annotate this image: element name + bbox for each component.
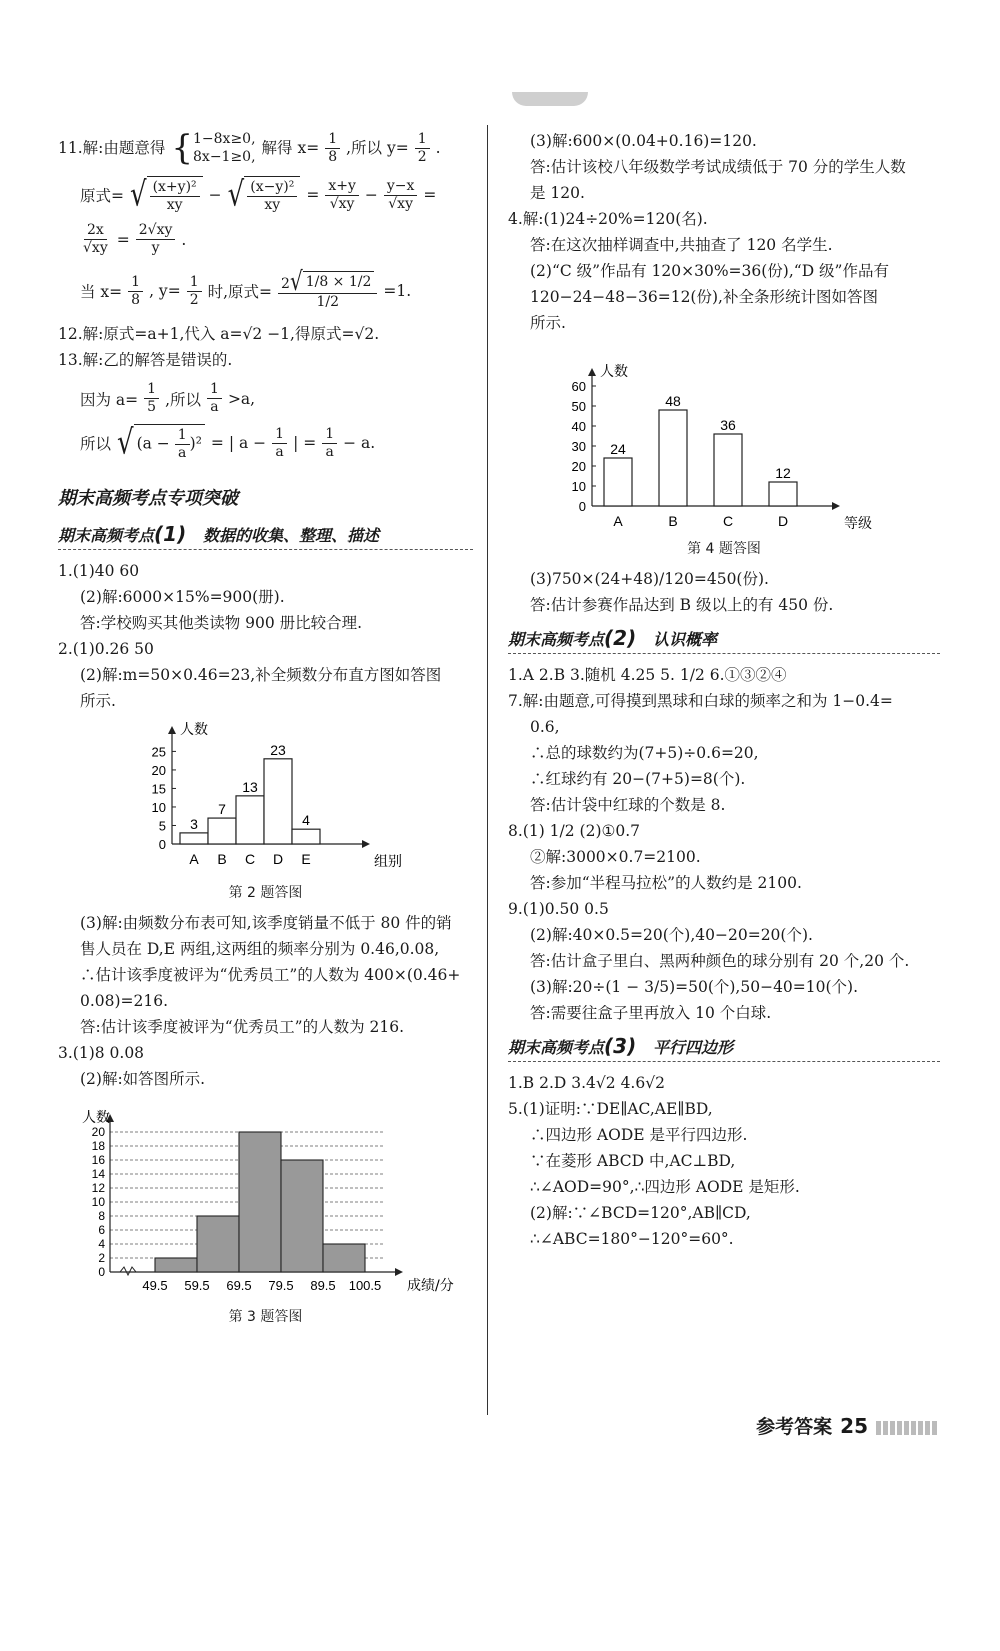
y-tick-label: 12 bbox=[91, 1181, 105, 1195]
bar bbox=[714, 434, 742, 506]
y-tick-label: 8 bbox=[98, 1209, 105, 1223]
right-lines-d bbox=[508, 1070, 940, 1252]
y-tick-label: 60 bbox=[571, 379, 586, 394]
text-line: (3)解:20÷(1 − 3/5)=50(个),50−40=10(个). bbox=[530, 978, 859, 996]
q13-line3: 所以 √ (a − $\frac{1}{a}$ )² = | a − $\frac{1}{a}$ | = $\frac{1}{a}$ − a. bbox=[80, 423, 376, 463]
y-tick-label: 15 bbox=[151, 781, 166, 797]
category-label: D bbox=[777, 513, 789, 529]
section-title: 期末高频考点专项突破 bbox=[58, 488, 238, 509]
bar bbox=[769, 482, 797, 506]
bar bbox=[659, 410, 687, 506]
bin-edge-label: 69.5 bbox=[226, 1278, 252, 1293]
q3-histogram-chart bbox=[58, 1094, 468, 1304]
topic-1-name: 数据的收集、整理、描述 bbox=[202, 526, 379, 545]
text-line: ∴总的球数约为(7+5)÷0.6=20, bbox=[530, 744, 759, 762]
text-line: ∴四边形 AODE 是平行四边形. bbox=[530, 1126, 748, 1144]
x-axis-label: 组别 bbox=[374, 854, 402, 870]
text-line: 答:估计袋中红球的个数是 8. bbox=[530, 796, 726, 814]
data-label: 7 bbox=[218, 801, 226, 818]
y-axis-label: 人数 bbox=[600, 364, 628, 380]
topic-3-name: 平行四边形 bbox=[652, 1038, 733, 1057]
y-axis-label: 人数 bbox=[82, 1110, 110, 1126]
bin-edge-label: 79.5 bbox=[268, 1278, 294, 1293]
text-line: 答:需要往盒子里再放入 10 个白球. bbox=[530, 1004, 772, 1022]
text-line: ∴估计该季度被评为“优秀员工”的人数为 400×(0.46+ bbox=[80, 966, 461, 984]
right-lines-c bbox=[508, 662, 940, 1026]
y-tick-label: 20 bbox=[151, 762, 166, 778]
y-tick-label: 18 bbox=[91, 1139, 105, 1153]
text-line: 所示. bbox=[80, 692, 116, 710]
text-line: 答:在这次抽样调查中,共抽查了 120 名学生. bbox=[530, 236, 833, 254]
y-tick-label: 0 bbox=[98, 1265, 105, 1279]
bar bbox=[180, 833, 208, 844]
text-line: 8.(1) 1/2 (2)①0.7 bbox=[508, 822, 641, 840]
text-line: 3.(1)8 0.08 bbox=[58, 1044, 145, 1062]
left-column bbox=[58, 128, 473, 1326]
text-line: 答:估计该季度被评为“优秀员工”的人数为 216. bbox=[80, 1018, 405, 1036]
q11-block bbox=[58, 128, 473, 311]
text-line: (3)750×(24+48)/120=450(份). bbox=[530, 570, 769, 588]
text-line: 2.(1)0.26 50 bbox=[58, 640, 154, 658]
x-axis-arrow bbox=[362, 840, 370, 848]
x-axis-arrow bbox=[832, 502, 840, 510]
topic-1-num: (1) bbox=[154, 522, 187, 546]
histogram-bar bbox=[323, 1244, 365, 1272]
data-label: 23 bbox=[270, 741, 286, 758]
bar bbox=[264, 759, 292, 844]
y-tick-label: 20 bbox=[91, 1125, 105, 1139]
y-tick-label: 30 bbox=[571, 439, 586, 454]
data-label: 36 bbox=[720, 417, 736, 433]
histogram-bar bbox=[155, 1258, 197, 1272]
q11-line3: $\frac{2x}{√xy}$ = $\frac{2√xy}{y}$ . bbox=[83, 222, 187, 256]
y-tick-label: 6 bbox=[98, 1223, 105, 1237]
category-label: C bbox=[244, 851, 256, 867]
y-tick-label: 0 bbox=[158, 837, 166, 852]
text-line: ∴∠AOD=90°,∴四边形 AODE 是矩形. bbox=[530, 1178, 800, 1196]
right-column bbox=[508, 128, 940, 1252]
text-line: 1.A 2.B 3.随机 4.25 5. 1/2 6.①③②④ bbox=[508, 666, 787, 684]
data-label: 12 bbox=[775, 465, 791, 481]
category-label: E bbox=[301, 851, 311, 867]
topic-3-heading bbox=[508, 1034, 940, 1062]
text-line: ∴红球约有 20−(7+5)=8(个). bbox=[530, 770, 746, 788]
topic-3-num: (3) bbox=[604, 1034, 637, 1058]
left-lines-a bbox=[58, 558, 473, 714]
y-tick-label: 16 bbox=[91, 1153, 105, 1167]
text-line: (2)解:m=50×0.46=23,补全频数分布直方图如答图 bbox=[80, 666, 442, 684]
q13-block bbox=[58, 347, 473, 462]
text-line: (2)解:∵∠BCD=120°,AB∥CD, bbox=[530, 1204, 751, 1222]
category-label: B bbox=[668, 513, 678, 529]
topic-1-prefix: 期末高频考点 bbox=[58, 526, 155, 545]
category-label: C bbox=[722, 513, 734, 529]
category-label: B bbox=[217, 851, 227, 867]
text-line: (2)解:6000×15%=900(册). bbox=[80, 588, 285, 606]
data-label: 24 bbox=[610, 441, 626, 457]
category-label: A bbox=[613, 513, 623, 529]
text-line: 答:估计该校八年级数学考试成绩低于 70 分的学生人数 bbox=[530, 158, 906, 176]
x-axis-label: 成绩/分 bbox=[407, 1278, 454, 1294]
bar bbox=[604, 458, 632, 506]
text-line: 1.(1)40 60 bbox=[58, 562, 140, 580]
data-label: 13 bbox=[242, 778, 258, 795]
text-line: 120−24−48−36=12(份),补全条形统计图如答图 bbox=[530, 288, 878, 306]
histogram-bar bbox=[197, 1216, 239, 1272]
topic-2-name: 认识概率 bbox=[652, 630, 717, 649]
text-line: 所示. bbox=[530, 314, 566, 332]
bin-edge-label: 49.5 bbox=[142, 1278, 168, 1293]
header-decoration bbox=[512, 92, 588, 106]
text-line: ∴∠ABC=180°−120°=60°. bbox=[530, 1230, 734, 1248]
y-tick-label: 10 bbox=[91, 1195, 105, 1209]
histogram-bar bbox=[239, 1132, 281, 1272]
text-line: (2)解:40×0.5=20(个),40−20=20(个). bbox=[530, 926, 813, 944]
text-line: 7.解:由题意,可得摸到黑球和白球的频率之和为 1−0.4= bbox=[508, 692, 893, 710]
category-label: D bbox=[272, 851, 284, 867]
text-line: (2)解:如答图所示. bbox=[80, 1070, 206, 1088]
bin-edge-label: 89.5 bbox=[310, 1278, 336, 1293]
q3-caption: 第 3 题答图 bbox=[228, 1309, 303, 1325]
category-label: A bbox=[189, 851, 199, 867]
x-axis-arrow bbox=[395, 1268, 403, 1276]
topic-1-heading bbox=[58, 522, 473, 550]
y-tick-label: 40 bbox=[571, 419, 586, 434]
y-tick-label: 10 bbox=[571, 479, 586, 494]
text-line: ∵在菱形 ABCD 中,AC⊥BD, bbox=[530, 1152, 736, 1170]
q11-line2: 原式= √ $\frac{\text{(x+y)²}}{xy}$ − √ $\frac{\text{(x−y)²}}{xy}$ = $\frac{x+y}{√xy}$ − $\frac{y-x}{√xy}$ = bbox=[80, 175, 437, 215]
text-line: (2)“C 级”作品有 120×30%=36(份),“D 级”作品有 bbox=[530, 262, 889, 280]
footer-decoration bbox=[876, 1421, 938, 1435]
q4-bar-chart bbox=[548, 346, 872, 536]
topic-3-prefix: 期末高频考点 bbox=[508, 1038, 605, 1057]
text-line: ②解:3000×0.7=2100. bbox=[530, 848, 701, 866]
q2-caption: 第 2 题答图 bbox=[228, 885, 303, 901]
y-axis-arrow bbox=[168, 726, 176, 734]
page-number: 25 bbox=[840, 1414, 868, 1438]
text-line: 答:估计盒子里白、黑两种颜色的球分别有 20 个,20 个. bbox=[530, 952, 910, 970]
bar bbox=[236, 796, 264, 844]
y-tick-label: 0 bbox=[578, 499, 586, 514]
bar bbox=[292, 829, 320, 844]
data-label: 4 bbox=[302, 812, 310, 829]
y-tick-label: 25 bbox=[151, 744, 166, 760]
text-line: 0.6, bbox=[530, 718, 560, 736]
text-line: 4.解:(1)24÷20%=120(名). bbox=[508, 210, 708, 228]
text-line: (3)解:由频数分布表可知,该季度销量不低于 80 件的销 bbox=[80, 914, 452, 932]
q12-line: 12.解:原式=a+1,代入 a=√2 −1,得原式=√2. bbox=[58, 325, 380, 343]
y-tick-label: 14 bbox=[91, 1167, 105, 1181]
y-axis-label: 人数 bbox=[180, 722, 208, 738]
y-tick-label: 10 bbox=[151, 799, 166, 815]
text-line: 答:学校购买其他类读物 900 册比较合理. bbox=[80, 614, 363, 632]
text-line: 答:参加“半程马拉松”的人数约是 2100. bbox=[530, 874, 802, 892]
text-line: 1.B 2.D 3.4√2 4.6√2 bbox=[508, 1074, 665, 1092]
x-axis-label: 等级 bbox=[844, 516, 872, 532]
q13-line1: 13.解:乙的解答是错误的. bbox=[58, 351, 233, 369]
bin-edge-label: 59.5 bbox=[184, 1278, 210, 1293]
y-axis-arrow bbox=[588, 368, 596, 376]
data-label: 48 bbox=[665, 393, 681, 409]
text-line: (3)解:600×(0.04+0.16)=120. bbox=[530, 132, 757, 150]
page-footer bbox=[756, 1412, 938, 1439]
q13-line2: 因为 a= $\frac{1}{5}$ ,所以 $\frac{1}{a}$ >a, bbox=[80, 381, 256, 415]
bin-edge-label: 100.5 bbox=[348, 1278, 382, 1293]
q11-line4: 当 x= $\frac{1}{8}$ , y= $\frac{1}{2}$ 时,原式= 2 √ 1/8 × 1/2 1/2 =1. bbox=[80, 265, 412, 310]
y-tick-label: 5 bbox=[158, 818, 166, 834]
footer-label: 参考答案 bbox=[756, 1416, 833, 1438]
histogram-bar bbox=[281, 1160, 323, 1272]
q11-line1: 11.解:由题意得 { 1−8x≥0, 8x−1≥0, 解得 x= $\frac{1}{8}$ ,所以 y= $\frac{1}{2}$ . bbox=[58, 128, 441, 168]
y-tick-label: 2 bbox=[98, 1251, 105, 1265]
text-line: 售人员在 D,E 两组,这两组的频率分别为 0.46,0.08, bbox=[80, 940, 440, 958]
topic-2-num: (2) bbox=[604, 626, 637, 650]
y-tick-label: 4 bbox=[98, 1237, 105, 1251]
right-lines-b bbox=[508, 566, 940, 618]
data-label: 3 bbox=[190, 815, 198, 832]
topic-2-heading bbox=[508, 626, 940, 654]
topic-2-prefix: 期末高频考点 bbox=[508, 630, 605, 649]
y-tick-label: 50 bbox=[571, 399, 586, 414]
q4-caption: 第 4 题答图 bbox=[687, 541, 761, 557]
text-line: 9.(1)0.50 0.5 bbox=[508, 900, 609, 918]
text-line: 0.08)=216. bbox=[80, 992, 169, 1010]
axis-break-mark bbox=[120, 1267, 136, 1275]
column-divider bbox=[487, 125, 488, 1415]
left-lines-b bbox=[58, 910, 473, 1092]
text-line: 答:估计参赛作品达到 B 级以上的有 450 份. bbox=[530, 596, 834, 614]
text-line: 是 120. bbox=[530, 184, 585, 202]
q2-histogram-chart bbox=[128, 720, 408, 880]
bar bbox=[208, 818, 236, 844]
y-tick-label: 20 bbox=[571, 459, 586, 474]
right-lines-a bbox=[508, 128, 940, 336]
text-line: 5.(1)证明:∵DE∥AC,AE∥BD, bbox=[508, 1100, 713, 1118]
